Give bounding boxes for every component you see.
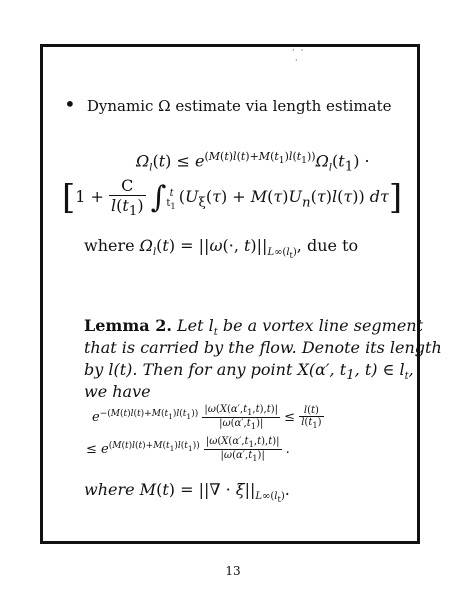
equation1-line2: [1 + $\frac{C}{l(t_1)}$ $\int_{t_1}^t$ $(U_\xi(\tau) + M(\tau)U_n(\tau)l(\tau))$ dτ] [62, 176, 403, 220]
page-number: 13 [225, 564, 241, 578]
equation2-line2: ≤ $e^{(M(t)l(t)+M(t_1)l(t_1))}$ $\frac{|\omega(X(\alpha',t_1,t),t)|}{|\omega(\alpha',t_1)|}$ . [86, 436, 290, 463]
lemma-title: Lemma 2. [84, 316, 172, 335]
lemma-line3: by l(t). Then for any point X(α′, $t_1$, t) ∈ $l_t$, [84, 360, 414, 384]
equation2-line1: $e^{-(M(t)l(t)+M(t_1)l(t_1))}$ $\frac{|\omega(X(\alpha',t_1,t),t)|}{|\omega(\alpha',t_1)|}$ ≤ $\frac{l(t)}{l(t_1)}$ [92, 404, 322, 431]
bullet-text: Dynamic Ω estimate via length estimate [86, 97, 392, 115]
scan-specks: · · · [292, 46, 304, 66]
lemma-line1: Lemma 2. Let $l_t$ be a vortex line segment [84, 316, 424, 339]
slide-frame [40, 44, 420, 544]
bullet-glyph: • [64, 92, 76, 116]
lemma-line2: that is carried by the flow. Denote its length [84, 338, 442, 357]
equation1-line1: $\Omega_l(t) \le e^{(M(t)l(t)+M(t_1)l(t_1))}\Omega_l(t_1)$ · [136, 150, 370, 175]
bullet-line [64, 92, 391, 116]
lemma-line4: we have [84, 382, 151, 401]
where-M-line: where M(t) = ||∇ · $\xi||_{L\infty(l_t)}$. [84, 480, 290, 505]
where-omega-line: where $\Omega_l(t) = ||\omega(\cdot$, $t)||_{L\infty(l_t)}$, due to [84, 236, 359, 261]
